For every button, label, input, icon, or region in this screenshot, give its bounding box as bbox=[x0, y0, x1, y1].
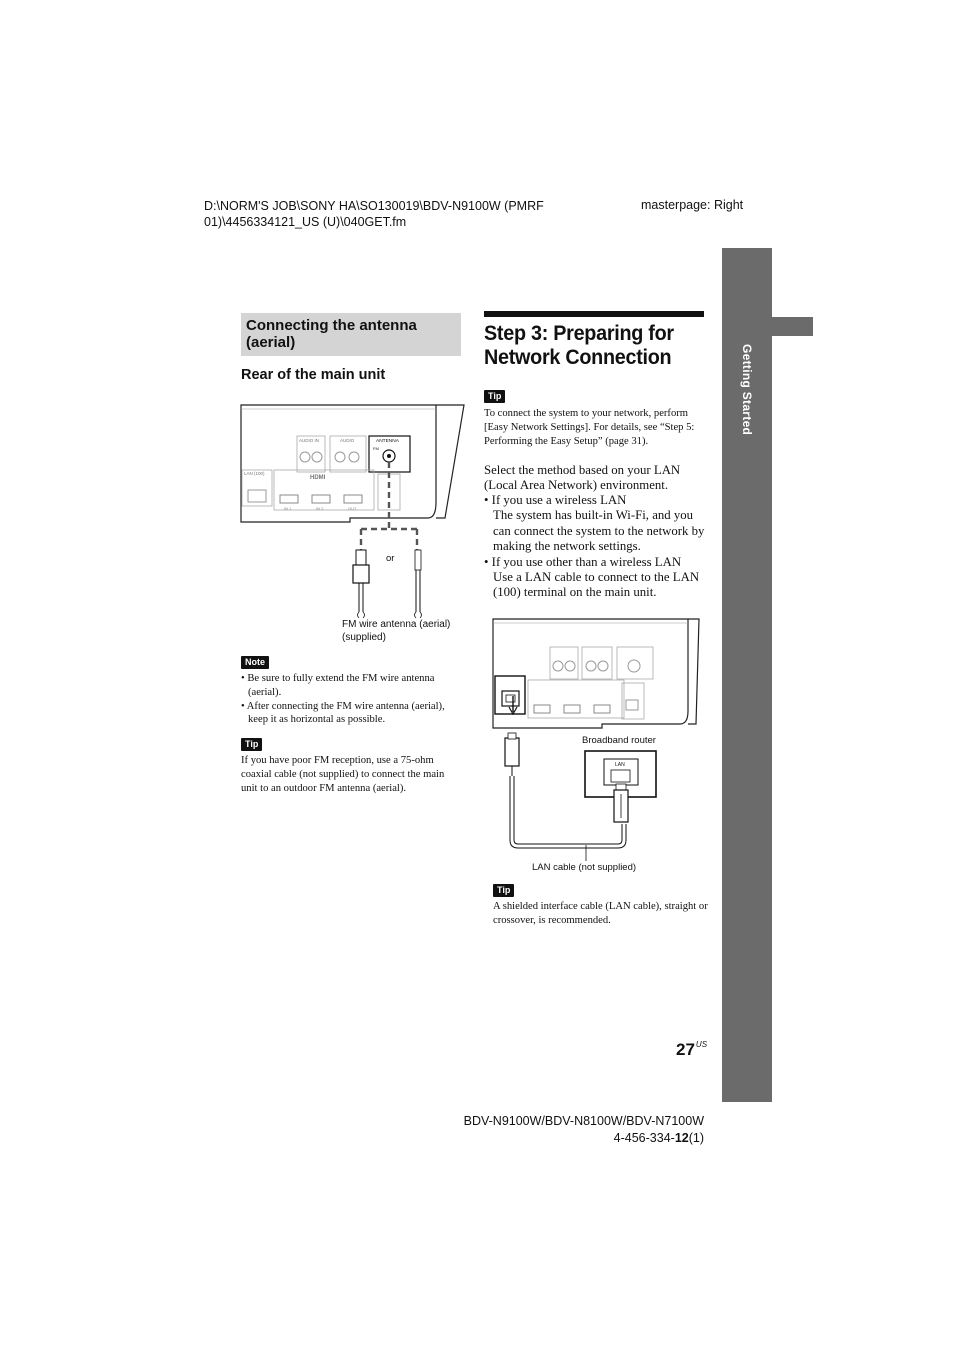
note-item: • After connecting the FM wire antenna (aerial), keep it as horizontal as possible. bbox=[241, 700, 445, 726]
side-tab-notch bbox=[772, 317, 813, 336]
step-title: Step 3: Preparing for Network Connection bbox=[484, 321, 674, 369]
page-number bbox=[676, 1040, 707, 1060]
caption-line: FM wire antenna (aerial) bbox=[342, 619, 451, 630]
option-title: • If you use other than a wireless LAN bbox=[484, 554, 682, 569]
panel-label: IN 2 bbox=[316, 506, 324, 511]
panel-label: ANTENNA bbox=[376, 439, 399, 444]
file-path-header: D:\NORM'S JOB\SONY HA\SO130019\BDV-N9100W (PMRF 01)\4456334121_US (U)\040GET.fm bbox=[204, 199, 544, 229]
caption-line: (supplied) bbox=[342, 632, 386, 643]
masterpage-label: masterpage: Right bbox=[641, 198, 744, 212]
tip-badge: Tip bbox=[241, 738, 262, 751]
note-badge: Note bbox=[241, 656, 269, 669]
lan-options-list bbox=[484, 493, 706, 601]
tip-badge: Tip bbox=[493, 884, 514, 897]
doc-bold: 12 bbox=[674, 1131, 689, 1145]
doc-suffix: (1) bbox=[688, 1131, 704, 1145]
panel-label: AUDIO IN bbox=[299, 438, 320, 443]
tip-text-cable: A shielded interface cable (LAN cable), straight or crossover, is recommended. bbox=[493, 901, 708, 926]
lan-connection-figure bbox=[492, 616, 704, 878]
option-body: The system has built-in Wi-Fi, and you can connect the system to the network by making the network settings. bbox=[493, 508, 705, 554]
panel-label: LAN (100) bbox=[244, 471, 265, 476]
panel-label: FM bbox=[373, 446, 379, 451]
rear-unit-heading: Rear of the main unit bbox=[241, 367, 386, 383]
step-title-rule bbox=[484, 311, 704, 317]
document-number bbox=[444, 1131, 704, 1145]
panel-label: HDMI bbox=[310, 475, 326, 481]
note-list bbox=[241, 672, 463, 727]
tip-badge: Tip bbox=[484, 390, 505, 403]
section-heading-antenna: Connecting the antenna (aerial) bbox=[241, 313, 461, 356]
panel-label: IN 1 bbox=[284, 506, 292, 511]
page-number-value: 27 bbox=[676, 1040, 695, 1059]
lan-cable-label: LAN cable (not supplied) bbox=[532, 862, 637, 873]
lan-option-wired bbox=[484, 555, 706, 601]
tip-text-network: To connect the system to your network, perform [Easy Network Settings]. For details, see “Step 5: Performing the Easy Setup” (page 31). bbox=[484, 408, 695, 447]
option-body: Use a LAN cable to connect to the LAN (100) terminal on the main unit. bbox=[493, 570, 700, 600]
model-numbers: BDV-N9100W/BDV-N8100W/BDV-N7100W bbox=[463, 1114, 704, 1128]
antenna-connection-figure bbox=[240, 402, 465, 647]
or-label: or bbox=[386, 553, 395, 564]
lan-intro-text: Select the method based on your LAN (Local Area Network) environment. bbox=[484, 463, 681, 493]
panel-label: AUDIO bbox=[340, 438, 355, 443]
tip-text-fm: If you have poor FM reception, use a 75-ohm coaxial cable (not supplied) to connect the main unit to an outdoor FM antenna (aerial). bbox=[241, 755, 445, 794]
lan-option-wireless bbox=[484, 493, 706, 555]
router-port-label: LAN bbox=[615, 762, 625, 768]
panel-label: OUT bbox=[348, 506, 357, 511]
page-suffix: US bbox=[695, 1040, 708, 1049]
note-item: • Be sure to fully extend the FM wire antenna (aerial). bbox=[241, 673, 435, 698]
doc-prefix: 4-456-334- bbox=[613, 1131, 675, 1145]
option-title: • If you use a wireless LAN bbox=[484, 493, 627, 507]
router-label: Broadband router bbox=[582, 735, 656, 746]
fm-antenna-caption bbox=[342, 618, 482, 644]
side-tab-label: Getting Started bbox=[740, 344, 754, 436]
